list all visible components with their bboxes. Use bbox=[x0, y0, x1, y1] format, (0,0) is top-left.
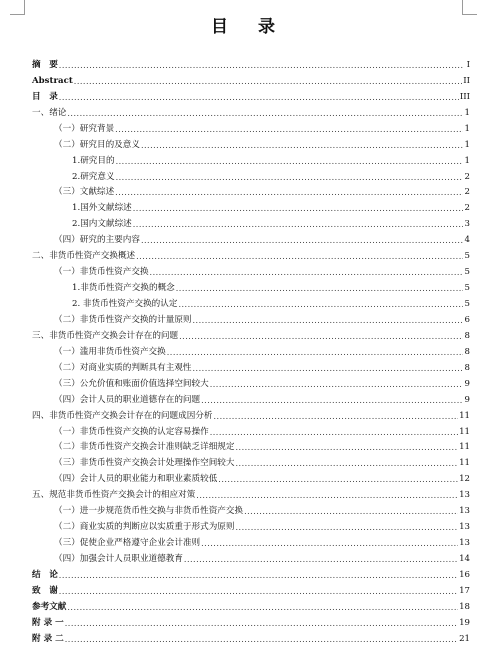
toc-entry-label: 结 论 bbox=[32, 569, 58, 580]
toc-entry[interactable] bbox=[32, 453, 470, 469]
toc-entry-label: （二）研究目的及意义 bbox=[54, 139, 140, 150]
toc-entry-page-number: III bbox=[459, 91, 470, 102]
toc-entry-label: （一）非货币性资产交换 bbox=[54, 267, 149, 278]
toc-entry[interactable] bbox=[32, 246, 470, 262]
toc-entry-page-number: 2 bbox=[464, 187, 470, 198]
toc-entry[interactable] bbox=[32, 167, 470, 183]
toc-entry[interactable] bbox=[32, 294, 470, 310]
toc-entry[interactable] bbox=[32, 135, 470, 151]
toc-dot-leader bbox=[178, 299, 463, 310]
toc-dot-leader bbox=[59, 60, 463, 71]
toc-entry-page-number: 11 bbox=[459, 410, 470, 421]
toc-entry[interactable] bbox=[32, 517, 470, 533]
toc-dot-leader bbox=[184, 554, 458, 565]
toc-entry[interactable] bbox=[32, 581, 470, 597]
toc-dot-leader bbox=[176, 283, 463, 294]
toc-dot-leader bbox=[210, 427, 458, 438]
toc-entry-label: 1.非货币性资产交换的概念 bbox=[72, 283, 175, 294]
toc-dot-leader bbox=[213, 411, 458, 422]
toc-entry-label: 五、规范非货币性资产交换会计的相应对策 bbox=[32, 490, 196, 501]
toc-dot-leader bbox=[59, 570, 458, 581]
toc-dot-leader bbox=[167, 347, 463, 358]
toc-dot-leader bbox=[196, 490, 458, 501]
toc-entry-page-number: 5 bbox=[464, 251, 470, 262]
toc-entry[interactable] bbox=[32, 326, 470, 342]
toc-entry-page-number: 5 bbox=[464, 283, 470, 294]
toc-dot-leader bbox=[67, 602, 458, 613]
toc-entry[interactable] bbox=[32, 230, 470, 246]
toc-entry-label: （三）文献综述 bbox=[54, 187, 115, 198]
toc-entry-page-number: 2 bbox=[464, 203, 470, 214]
toc-entry-label: （四）会计人员的职业能力和职业素质较低 bbox=[54, 474, 218, 485]
toc-entry[interactable] bbox=[32, 214, 470, 230]
toc-entry-page-number: 17 bbox=[459, 585, 470, 596]
toc-dot-leader bbox=[235, 442, 458, 453]
toc-entry-label: 参考文献 bbox=[32, 601, 67, 612]
toc-dot-leader bbox=[59, 92, 459, 103]
toc-dot-leader bbox=[116, 156, 463, 167]
toc-entry-page-number: 1 bbox=[464, 107, 470, 118]
toc-entry-page-number: 5 bbox=[464, 299, 470, 309]
toc-entry-page-number: 8 bbox=[464, 362, 470, 373]
toc-entry-label: （二）非货币性资产交换的计量原则 bbox=[54, 314, 192, 325]
toc-entry-page-number: 8 bbox=[464, 330, 470, 341]
toc-dot-leader bbox=[193, 315, 463, 326]
toc-entry[interactable] bbox=[32, 278, 470, 294]
toc-entry[interactable] bbox=[32, 183, 470, 199]
toc-entry[interactable] bbox=[32, 87, 470, 103]
toc-entry[interactable] bbox=[32, 485, 470, 501]
toc-entry-label: （一）滥用非货币性资产交换 bbox=[54, 346, 166, 357]
toc-entry-page-number: 11 bbox=[459, 426, 470, 437]
toc-entry-page-number: 1 bbox=[464, 139, 470, 150]
toc-entry[interactable] bbox=[32, 55, 470, 71]
toc-entry[interactable] bbox=[32, 198, 470, 214]
toc-dot-leader bbox=[179, 331, 463, 342]
toc-entry[interactable] bbox=[32, 342, 470, 358]
toc-dot-leader bbox=[141, 235, 463, 246]
toc-entry-label: （一）非货币性资产交换的认定容易操作 bbox=[54, 426, 209, 437]
toc-entry[interactable] bbox=[32, 374, 470, 390]
toc-entry[interactable] bbox=[32, 71, 470, 87]
toc-entry[interactable] bbox=[32, 501, 470, 517]
toc-entry-label: 致 谢 bbox=[32, 585, 58, 596]
toc-entry-page-number: I bbox=[466, 59, 470, 70]
toc-dot-leader bbox=[115, 187, 463, 198]
toc-entry-page-number: 9 bbox=[464, 378, 470, 389]
toc-entry-label: 四、非货币性资产交换会计存在的问题成因分析 bbox=[32, 410, 213, 421]
toc-entry[interactable] bbox=[32, 262, 470, 278]
toc-entry[interactable] bbox=[32, 469, 470, 485]
toc-dot-leader bbox=[218, 474, 458, 485]
toc-entry-label: 附 录 二 bbox=[32, 633, 64, 644]
toc-entry-label: （三）公允价值和账面价值选择空间较大 bbox=[54, 378, 209, 389]
toc-dot-leader bbox=[244, 506, 458, 517]
toc-entry[interactable] bbox=[32, 103, 470, 119]
toc-entry-label: 附 录 一 bbox=[32, 617, 64, 628]
toc-entry-label: 三、非货币性资产交换会计存在的问题 bbox=[32, 330, 179, 341]
toc-entry-label: （三）促使企业严格遵守企业会计准则 bbox=[54, 538, 201, 549]
toc-entry-page-number: 13 bbox=[459, 506, 470, 517]
toc-dot-leader bbox=[150, 267, 463, 278]
toc-entry-page-number: 13 bbox=[459, 538, 470, 549]
toc-entry-page-number: 8 bbox=[464, 346, 470, 357]
toc-entry[interactable] bbox=[32, 390, 470, 406]
toc-entry-page-number: 6 bbox=[464, 314, 470, 325]
toc-dot-leader bbox=[65, 634, 458, 645]
toc-entry-label: 2.研究意义 bbox=[72, 171, 115, 182]
toc-entry-label: 二、非货币性资产交换概述 bbox=[32, 251, 136, 262]
toc-entry-label: （三）非货币性资产交换会计处理操作空间较大 bbox=[54, 458, 235, 469]
toc-entry-label: 一、绪论 bbox=[32, 107, 67, 118]
toc-dot-leader bbox=[65, 618, 458, 629]
toc-entry-page-number: 12 bbox=[459, 474, 470, 485]
toc-entry-page-number: 19 bbox=[459, 617, 470, 628]
toc-entry-page-number: 21 bbox=[459, 633, 470, 644]
toc-entry-label: （二）对商业实质的判断具有主观性 bbox=[54, 362, 192, 373]
toc-dot-leader bbox=[201, 538, 458, 549]
toc-dot-leader bbox=[59, 586, 458, 597]
toc-entry-page-number: 3 bbox=[464, 219, 470, 230]
toc-entry-label: （二）非货币性资产交换会计准则缺乏详细规定 bbox=[54, 442, 235, 453]
toc-dot-leader bbox=[193, 363, 463, 374]
toc-entry-page-number: 13 bbox=[459, 490, 470, 501]
toc-entry[interactable] bbox=[32, 151, 470, 167]
toc-entry-page-number: 1 bbox=[464, 123, 470, 134]
toc-dot-leader bbox=[67, 108, 463, 119]
table-of-contents bbox=[32, 55, 470, 645]
toc-entry-page-number: 13 bbox=[459, 522, 470, 533]
toc-dot-leader bbox=[133, 219, 463, 230]
toc-entry-label: （四）加强会计人员职业道德教育 bbox=[54, 554, 183, 564]
toc-entry-label: 2.国内文献综述 bbox=[72, 219, 132, 230]
toc-entry[interactable] bbox=[32, 119, 470, 135]
toc-entry-label: 1.研究目的 bbox=[72, 155, 115, 166]
toc-entry-page-number: 1 bbox=[464, 155, 470, 166]
toc-entry[interactable] bbox=[32, 549, 470, 565]
toc-entry-page-number: 5 bbox=[464, 267, 470, 278]
toc-entry-label: 摘 要 bbox=[32, 59, 58, 70]
toc-entry-page-number: II bbox=[463, 75, 470, 86]
toc-entry-label: 目 录 bbox=[32, 91, 58, 102]
toc-dot-leader bbox=[115, 124, 463, 135]
toc-entry-label: （二）商业实质的判断应以实质重于形式为原则 bbox=[54, 522, 235, 533]
toc-dot-leader bbox=[235, 458, 458, 469]
toc-dot-leader bbox=[210, 379, 463, 390]
toc-entry-label: 1.国外文献综述 bbox=[72, 203, 132, 214]
toc-entry[interactable] bbox=[32, 597, 470, 613]
toc-entry-page-number: 11 bbox=[459, 442, 470, 453]
toc-entry-label: Abstract bbox=[32, 75, 73, 86]
toc-entry[interactable] bbox=[32, 613, 470, 629]
toc-dot-leader bbox=[235, 522, 458, 533]
toc-entry[interactable] bbox=[32, 358, 470, 374]
toc-entry-page-number: 9 bbox=[464, 394, 470, 405]
toc-entry[interactable] bbox=[32, 310, 470, 326]
toc-dot-leader bbox=[141, 140, 463, 151]
toc-dot-leader bbox=[74, 76, 462, 87]
toc-entry-label: （四）研究的主要内容 bbox=[54, 235, 140, 246]
toc-entry[interactable] bbox=[32, 533, 470, 549]
toc-entry-page-number: 16 bbox=[459, 569, 470, 580]
toc-entry-label: （一）研究背景 bbox=[54, 123, 115, 134]
toc-entry-label: （四）会计人员的职业道德存在的问题 bbox=[54, 394, 201, 405]
toc-entry[interactable] bbox=[32, 438, 470, 454]
toc-entry[interactable] bbox=[32, 406, 470, 422]
toc-entry[interactable] bbox=[32, 422, 470, 438]
toc-entry-label: （一）进一步规范货币性交换与非货币性资产交换 bbox=[54, 506, 244, 517]
toc-dot-leader bbox=[116, 172, 463, 183]
toc-dot-leader bbox=[201, 395, 463, 406]
toc-entry-page-number: 2 bbox=[464, 171, 470, 182]
toc-entry-label: 2. 非货币性资产交换的认定 bbox=[72, 299, 178, 309]
toc-dot-leader bbox=[133, 203, 463, 214]
toc-entry-page-number: 11 bbox=[459, 458, 470, 469]
toc-entry[interactable] bbox=[32, 629, 470, 645]
toc-dot-leader bbox=[136, 251, 463, 262]
toc-entry[interactable] bbox=[32, 565, 470, 581]
toc-title: 目 录 bbox=[211, 17, 287, 37]
toc-entry-page-number: 14 bbox=[459, 554, 470, 564]
toc-entry-page-number: 4 bbox=[464, 235, 470, 246]
toc-entry-page-number: 18 bbox=[459, 601, 470, 612]
